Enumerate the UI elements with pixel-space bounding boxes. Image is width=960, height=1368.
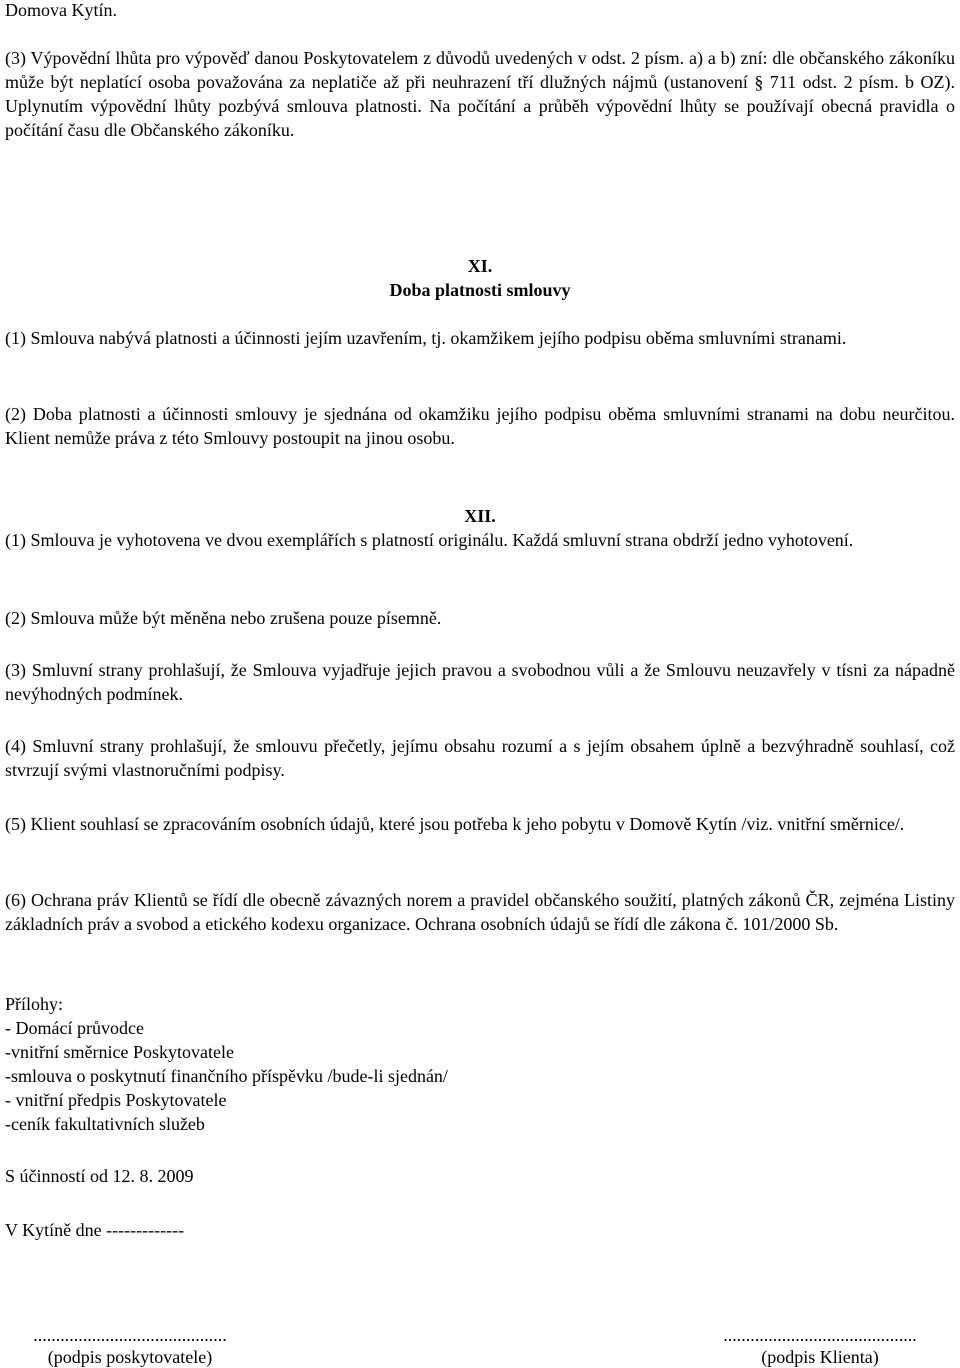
section-x-paragraph-3: (3) Výpovědní lhůta pro výpověď danou Poskytovatelem z důvodů uvedených v odst. 2 písm. a) a b) zní: dle občanského zákoníku může být neplatící osoba považována za neplatiče až při neuhrazení tří dlužných nájmů (ustanovení § 711 odst. 2 písm. b OZ). Uplynutím výpovědní lhůty pozbývá smlouva platnosti. Na počítání a průběh výpovědní lhůty se používají obecná pravidla o počítání času dle Občanského zákoníku. [5, 48, 955, 140]
attachments-list [5, 992, 955, 1136]
section-xi-paragraph-2: (2) Doba platnosti a účinnosti smlouvy je sjednána od okamžiku jejího podpisu oběma smluvními stranami na dobu neurčitou. Klient nemůže práva z této Smlouvy postoupit na jinou osobu. [5, 404, 955, 448]
client-signature-line: ........................................... [723, 1325, 917, 1345]
section-xi-title: Doba platnosti smlouvy [389, 280, 571, 300]
section-xii-number: XII. [464, 506, 496, 526]
section-xii-paragraph-4: (4) Smluvní strany prohlašují, že smlouvu přečetly, jejímu obsahu rozumí a s jejím obsahem úplně a bezvýhradně souhlasí, což stvrzují svými vlastnoručními podpisy. [5, 736, 955, 780]
section-xii-paragraph-2: (2) Smlouva může být měněna nebo zrušena pouze písemně. [5, 608, 442, 628]
provider-signature-label: (podpis poskytovatele) [47, 1347, 213, 1367]
client-signature-label: (podpis Klienta) [761, 1347, 879, 1367]
provider-signature-line: ........................................... [33, 1325, 227, 1345]
attachment-item: -ceník fakultativních služeb [5, 1114, 205, 1134]
page-header-fragment: Domova Kytín. [5, 0, 117, 20]
attachment-item: -smlouva o poskytnutí finančního příspěvku /bude-li sjednán/ [5, 1066, 448, 1086]
attachment-item: - vnitřní předpis Poskytovatele [5, 1090, 227, 1110]
provider-signature-block [0, 1324, 260, 1368]
effective-date: S účinností od 12. 8. 2009 [5, 1166, 194, 1186]
attachments-heading: Přílohy: [5, 994, 64, 1014]
section-xii-paragraph-1: (1) Smlouva je vyhotovena ve dvou exemplářích s platností originálu. Každá smluvní strana obdrží jedno vyhotovení. [5, 530, 854, 550]
section-xii-paragraph-6: (6) Ochrana práv Klientů se řídí dle obecně závazných norem a pravidel občanského soužití, platných zákonů ČR, zejména Listiny základních práv a svobod a etického kodexu organizace. Ochrana osobních údajů se řídí dle zákona č. 101/2000 Sb. [5, 890, 955, 934]
section-xii-paragraph-5: (5) Klient souhlasí se zpracováním osobních údajů, které jsou potřeba k jeho pobytu v Domově Kytín /viz. vnitřní směrnice/. [5, 814, 905, 834]
section-xi-paragraph-1: (1) Smlouva nabývá platnosti a účinnosti jejím uzavřením, tj. okamžikem jejího podpisu oběma smluvními stranami. [5, 328, 847, 348]
client-signature-block [690, 1324, 950, 1368]
section-xii-paragraph-3: (3) Smluvní strany prohlašují, že Smlouva vyjadřuje jejich pravou a svobodnou vůli a že Smlouvu neuzavřely v tísni za nápadně nevýhodných podmínek. [5, 660, 955, 704]
attachment-item: - Domácí průvodce [5, 1018, 144, 1038]
section-xi-number: XI. [467, 256, 493, 276]
attachment-item: -vnitřní směrnice Poskytovatele [5, 1042, 234, 1062]
place-and-date-line: V Kytíně dne ------------- [5, 1220, 185, 1240]
